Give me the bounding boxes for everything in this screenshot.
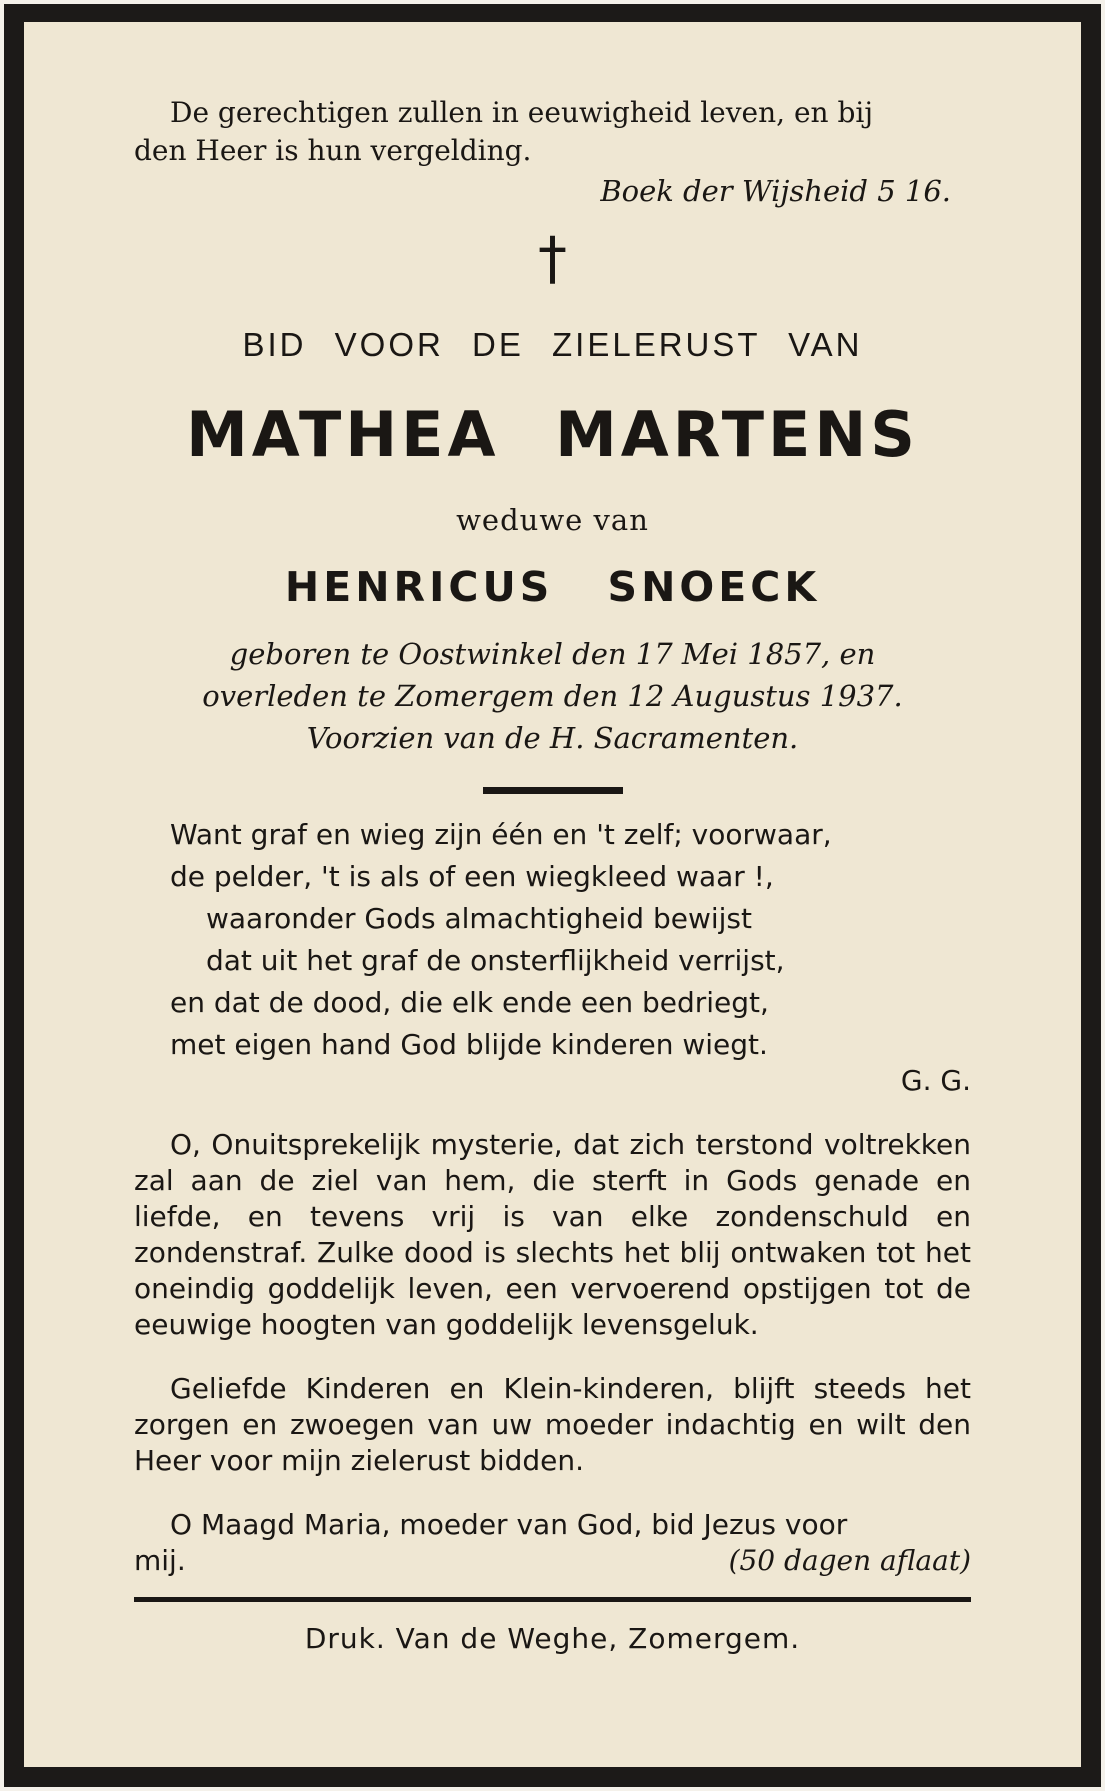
indulgence-note: (50 dagen aflaat): [728, 1544, 971, 1577]
poem: [134, 814, 971, 1066]
memorial-card: [4, 4, 1101, 1787]
paragraph-mystery: [134, 1127, 971, 1343]
paragraph-text: O Maagd Maria, moeder van God, bid Jezus voor: [170, 1508, 848, 1541]
relation-text: weduwe van: [456, 503, 649, 537]
epigraph: [134, 94, 971, 170]
poem-line: met eigen hand God blijde kinderen wiegt.: [170, 1028, 768, 1061]
poem-signature: G. G.: [900, 1064, 971, 1097]
bottom-divider: [134, 1597, 971, 1602]
poem-line: waaronder Gods almachtigheid bewijst: [206, 902, 752, 935]
life-details: [134, 633, 971, 759]
birth-line: geboren te Oostwinkel den 17 Mei 1857, en: [229, 637, 876, 671]
paragraph-text: Geliefde Kinderen en Klein-kinderen, blijft steeds het zorgen en zwoegen van uw moeder indachtig en wilt den Heer voor mijn zielerust bidden.: [134, 1372, 971, 1477]
deceased-name: MATHEA MARTENS: [186, 398, 919, 471]
prayer-end-row: [134, 1543, 971, 1579]
death-line: overleden te Zomergem den 12 Augustus 1937.: [202, 679, 903, 713]
epigraph-line: den Heer is hun vergelding.: [134, 134, 532, 167]
prayer-end: mij.: [134, 1544, 186, 1577]
poem-line: dat uit het graf de onsterflijkheid verrijst,: [206, 944, 785, 977]
paragraph-text: O, Onuitsprekelijk mysterie, dat zich terstond voltrekken zal aan de ziel van hem, die sterft in Gods genade en liefde, en tevens vrij is van elke zondenschuld en zondenstraf. Zulke dood is slechts het blij ontwaken tot het oneindig goddelijk leven, een vervoerend opstijgen tot de eeuwige hoogten van goddelijk levensgeluk.: [134, 1128, 971, 1341]
poem-line: Want graf en wieg zijn één en 't zelf; voorwaar,: [170, 818, 832, 851]
divider: [483, 787, 623, 794]
epigraph-line: De gerechtigen zullen in eeuwigheid leven, en bij: [170, 96, 874, 129]
paragraph-children: [134, 1371, 971, 1479]
poem-line: de pelder, 't is als of een wiegkleed waar !,: [170, 860, 774, 893]
printer-credit: Druk. Van de Weghe, Zomergem.: [304, 1622, 801, 1655]
prayer-heading: BID VOOR DE ZIELERUST VAN: [242, 326, 863, 363]
paragraph-prayer: [134, 1507, 971, 1543]
sacraments-line: Voorzien van de H. Sacramenten.: [306, 721, 799, 755]
card-paper: [24, 22, 1081, 1767]
cross-icon: †: [538, 224, 567, 292]
spouse-name: HENRICUS SNOECK: [284, 563, 821, 611]
poem-line: en dat de dood, die elk ende een bedriegt,: [170, 986, 769, 1019]
epigraph-source: Boek der Wijsheid 5 16.: [600, 174, 951, 208]
